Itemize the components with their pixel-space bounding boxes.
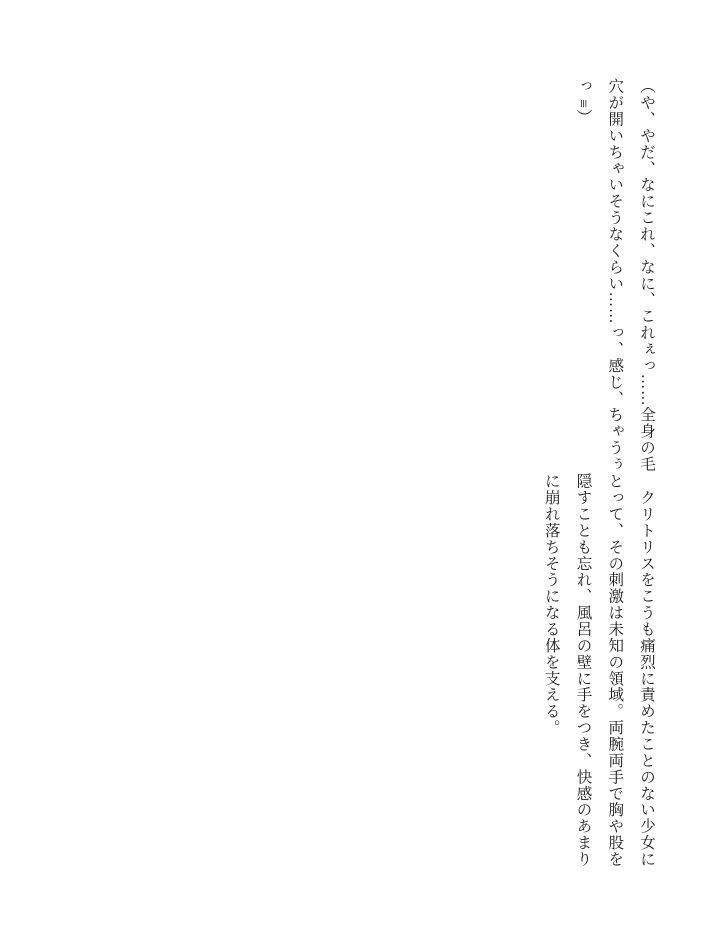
vertical-text-body [535,78,662,868]
paragraph-2: クリトリスをこうも痛烈に責めたことのない少女にとって、その刺激は未知の領域。両腕両手で胸や股を隠すことも忘れ、風呂の壁に手をつき、快感のあまりに崩れ落ちそうになる体を支える。 [542,473,655,868]
paragraph-1: （や、やだ、なにこれ、なに、これぇっ……全身の毛穴が開いちゃいそうなくらい……っ、感じ、ちゃうぅっ ≡） [574,78,655,473]
